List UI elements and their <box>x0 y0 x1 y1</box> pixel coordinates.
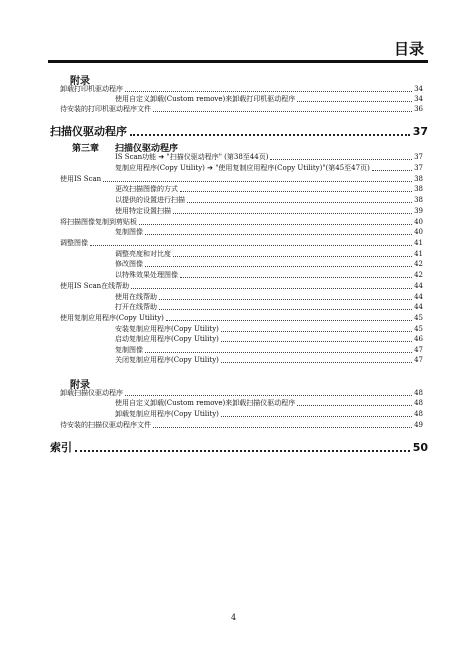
toc-entry[interactable]: 调整亮度和对比度 41 <box>115 250 423 258</box>
toc-entry[interactable]: 更改扫描图像的方式 38 <box>115 185 423 193</box>
toc-title: 目录 <box>393 40 424 58</box>
toc-entry[interactable]: 待安装的扫描仪驱动程序文件 49 <box>60 421 423 429</box>
toc-entry[interactable]: 调整图像 41 <box>60 239 423 247</box>
toc-entry[interactable]: 待安装的打印机驱动程序文件 36 <box>60 105 423 113</box>
chapter-title: 扫描仪驱动程序 <box>115 144 179 154</box>
toc-entry[interactable]: 以提供的设置进行扫描 38 <box>115 196 423 204</box>
page-number: 4 <box>230 613 237 622</box>
toc-header <box>48 38 428 68</box>
toc-entry[interactable]: 使用复制应用程序(Copy Utility) 45 <box>60 314 423 322</box>
toc-entry[interactable]: 卸载打印机驱动程序 34 <box>60 85 423 93</box>
chapter-intro-line[interactable]: 复制应用程序(Copy Utility) ➔ "使用复制应用程序(Copy Utility)"(第45至47页) 37 <box>115 164 423 172</box>
chapter-label: 第三章 <box>72 144 100 154</box>
part-scanner-driver[interactable]: 扫描仪驱动程序 37 <box>50 125 428 138</box>
toc-entry[interactable]: 打开在线帮助 44 <box>115 303 423 311</box>
toc-entry[interactable]: 安装复制应用程序(Copy Utility) 45 <box>115 325 423 333</box>
toc-entry[interactable]: 使用在线帮助 44 <box>115 293 423 301</box>
toc-entry[interactable]: 使用自定义卸载(Custom remove)来卸载扫描仪驱动程序 48 <box>115 399 423 407</box>
toc-entry[interactable]: 使用IS Scan在线帮助 44 <box>60 282 423 290</box>
toc-entry[interactable]: 修改图像 42 <box>115 260 423 268</box>
toc-entry[interactable]: 以特殊效果处理图像 42 <box>115 271 423 279</box>
toc-entry[interactable]: 复制图像 47 <box>115 346 423 354</box>
toc-entry[interactable]: 关闭复制应用程序(Copy Utility) 47 <box>115 356 423 364</box>
toc-entry[interactable]: 卸载扫描仪驱动程序 48 <box>60 389 423 397</box>
index-entry[interactable]: 索引 50 <box>50 441 428 454</box>
chapter-intro-line[interactable]: IS Scan功能 ➔ "扫描仪驱动程序" (第38至44页) 37 <box>115 153 423 161</box>
toc-entry[interactable]: 将扫描图像复制到剪贴板 40 <box>60 218 423 226</box>
header-rule <box>48 60 428 63</box>
toc-entry[interactable]: 使用自定义卸载(Custom remove)来卸载打印机驱动程序 34 <box>115 95 423 103</box>
appendix-heading: 附录 <box>70 380 90 391</box>
toc-entry[interactable]: 复制图像 40 <box>115 228 423 236</box>
toc-entry[interactable]: 启动复制应用程序(Copy Utility) 46 <box>115 335 423 343</box>
toc-entry[interactable]: 使用IS Scan 38 <box>60 175 423 183</box>
toc-entry[interactable]: 使用特定设置扫描 39 <box>115 207 423 215</box>
appendix-heading: 附录 <box>70 76 90 87</box>
toc-entry[interactable]: 卸载复制应用程序(Copy Utility) 48 <box>115 410 423 418</box>
